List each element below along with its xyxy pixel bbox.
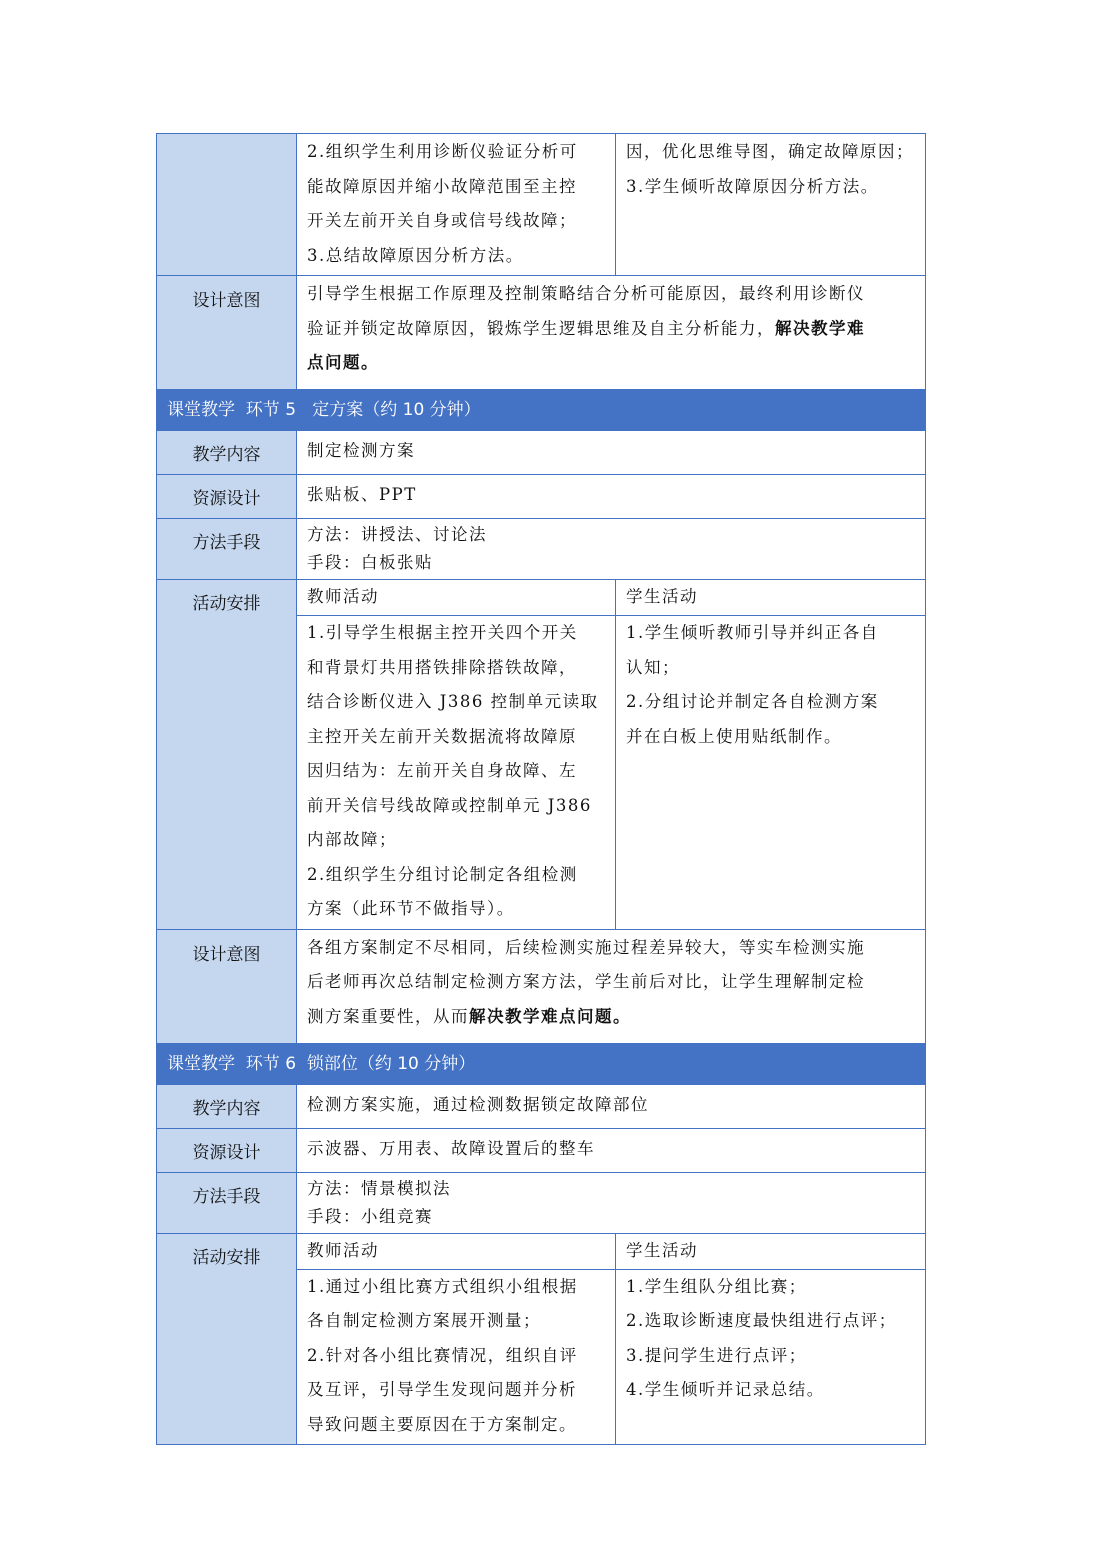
text-line: 开关左前开关自身或信号线故障； [307, 211, 577, 230]
label-activity: 活动安排 [157, 580, 297, 930]
table-row-design-intent [157, 276, 926, 390]
design-intent-text [297, 276, 926, 390]
teacher-activity-cell [297, 616, 616, 930]
text-line: 手段：小组竞赛 [307, 1206, 433, 1226]
text-line: 2.组织学生分组讨论制定各组检测 [307, 864, 578, 884]
text-line: 方法：情景模拟法 [307, 1178, 451, 1198]
text-emphasis: 解决教学难 [775, 318, 865, 338]
label-activity: 活动安排 [157, 1233, 297, 1445]
text-line: 4.学生倾听并记录总结。 [626, 1380, 825, 1399]
text-line: 1.学生组队分组比赛； [626, 1276, 807, 1296]
method-text [297, 519, 926, 580]
text-line: 后老师再次总结制定检测方案方法，学生前后对比，让学生理解制定检 [307, 972, 865, 991]
text-line: 2.针对各小组比赛情况，组织自评 [307, 1345, 578, 1365]
label-resource: 资源设计 [157, 1128, 297, 1172]
text-line: 并在白板上使用贴纸制作。 [626, 726, 842, 746]
text-line: 引导学生根据工作原理及控制策略结合分析可能原因，最终利用诊断仪 [307, 284, 865, 303]
lesson-plan-table [156, 133, 926, 1445]
text-line: 主控开关左前开关数据流将故障原 [307, 726, 577, 746]
table-row-design-intent-5 [157, 929, 926, 1043]
label-content: 教学内容 [157, 431, 297, 475]
label-design-intent: 设计意图 [157, 929, 297, 1043]
text-line: 3.提问学生进行点评； [626, 1345, 807, 1365]
label-content: 教学内容 [157, 1084, 297, 1128]
content-text: 检测方案实施，通过检测数据锁定故障部位 [297, 1084, 926, 1128]
teacher-activity-cell [297, 1269, 616, 1445]
design-intent-text [297, 929, 926, 1043]
table-row-content-6 [157, 1084, 926, 1128]
label-method: 方法手段 [157, 519, 297, 580]
teacher-activity-header: 教师活动 [297, 580, 616, 616]
table-row-content-5 [157, 431, 926, 475]
text-line [307, 1000, 917, 1035]
text-line: 3.总结故障原因分析方法。 [307, 245, 524, 265]
text-line: 1.通过小组比赛方式组织小组根据 [307, 1276, 578, 1296]
label-cell-empty [157, 134, 297, 276]
text-line [307, 312, 917, 347]
text-emphasis: 解决教学难点问题。 [469, 1006, 631, 1026]
text-line: 前开关信号线故障或控制单元 J386 [307, 795, 592, 815]
text-line: 1.引导学生根据主控开关四个开关 [307, 623, 578, 642]
text-line: 及互评，引导学生发现问题并分析 [307, 1380, 577, 1399]
method-text [297, 1172, 926, 1233]
text-line: 因归结为：左前开关自身故障、左 [307, 761, 577, 780]
label-design-intent: 设计意图 [157, 276, 297, 390]
student-activity-cell [616, 1269, 926, 1445]
text-line: 手段：白板张贴 [307, 553, 433, 572]
text-line [307, 346, 917, 381]
text-line: 各自制定检测方案展开测量； [307, 1311, 541, 1330]
resource-text: 示波器、万用表、故障设置后的整车 [297, 1128, 926, 1172]
text-line: 认知； [626, 657, 680, 677]
label-method: 方法手段 [157, 1172, 297, 1233]
section-title-6: 课堂教学 环节 6 锁部位（约 10 分钟） [157, 1043, 926, 1084]
table-row-method-6 [157, 1172, 926, 1233]
student-activity-header: 学生活动 [616, 1233, 926, 1269]
student-activity-cell [616, 616, 926, 930]
label-resource: 资源设计 [157, 475, 297, 519]
text-line: 2.组织学生利用诊断仪验证分析可 [307, 142, 578, 161]
teacher-activity-header: 教师活动 [297, 1233, 616, 1269]
text-line: 1.学生倾听教师引导并纠正各自 [626, 623, 879, 642]
student-activity-header: 学生活动 [616, 580, 926, 616]
text-emphasis: 点问题。 [307, 353, 379, 372]
text-line: 各组方案制定不尽相同，后续检测实施过程差异较大，等实车检测实施 [307, 937, 865, 957]
text-line: 3.学生倾听故障原因分析方法。 [626, 176, 879, 196]
text-line: 方案（此环节不做指导）。 [307, 899, 515, 918]
lesson-plan-table-wrapper [156, 133, 925, 1445]
content-text: 制定检测方案 [297, 431, 926, 475]
text-line: 方法：讲授法、讨论法 [307, 525, 487, 544]
text-line: 2.选取诊断速度最快组进行点评； [626, 1311, 897, 1330]
resource-text: 张贴板、PPT [297, 475, 926, 519]
teacher-activity-cell-continued [297, 134, 616, 276]
table-row-method-5 [157, 519, 926, 580]
text-plain: 测方案重要性，从而 [307, 1006, 469, 1026]
text-line: 2.分组讨论并制定各自检测方案 [626, 692, 879, 711]
section-header-row-6 [157, 1043, 926, 1084]
text-line: 内部故障； [307, 830, 397, 849]
student-activity-cell-continued [616, 134, 926, 276]
table-row-resource-5 [157, 475, 926, 519]
text-line: 导致问题主要原因在于方案制定。 [307, 1414, 577, 1434]
text-line: 结合诊断仪进入 J386 控制单元读取 [307, 692, 599, 711]
table-row-activity-header-6 [157, 1233, 926, 1269]
section-header-row-5 [157, 390, 926, 431]
section-title-5: 课堂教学 环节 5 定方案（约 10 分钟） [157, 390, 926, 431]
table-row-continued [157, 134, 926, 276]
table-row-resource-6 [157, 1128, 926, 1172]
text-line: 和背景灯共用搭铁排除搭铁故障， [307, 657, 577, 677]
text-line: 能故障原因并缩小故障范围至主控 [307, 176, 577, 196]
text-line: 因，优化思维导图，确定故障原因； [626, 142, 914, 161]
table-row-activity-header-5 [157, 580, 926, 616]
text-plain: 验证并锁定故障原因，锻炼学生逻辑思维及自主分析能力， [307, 318, 775, 338]
